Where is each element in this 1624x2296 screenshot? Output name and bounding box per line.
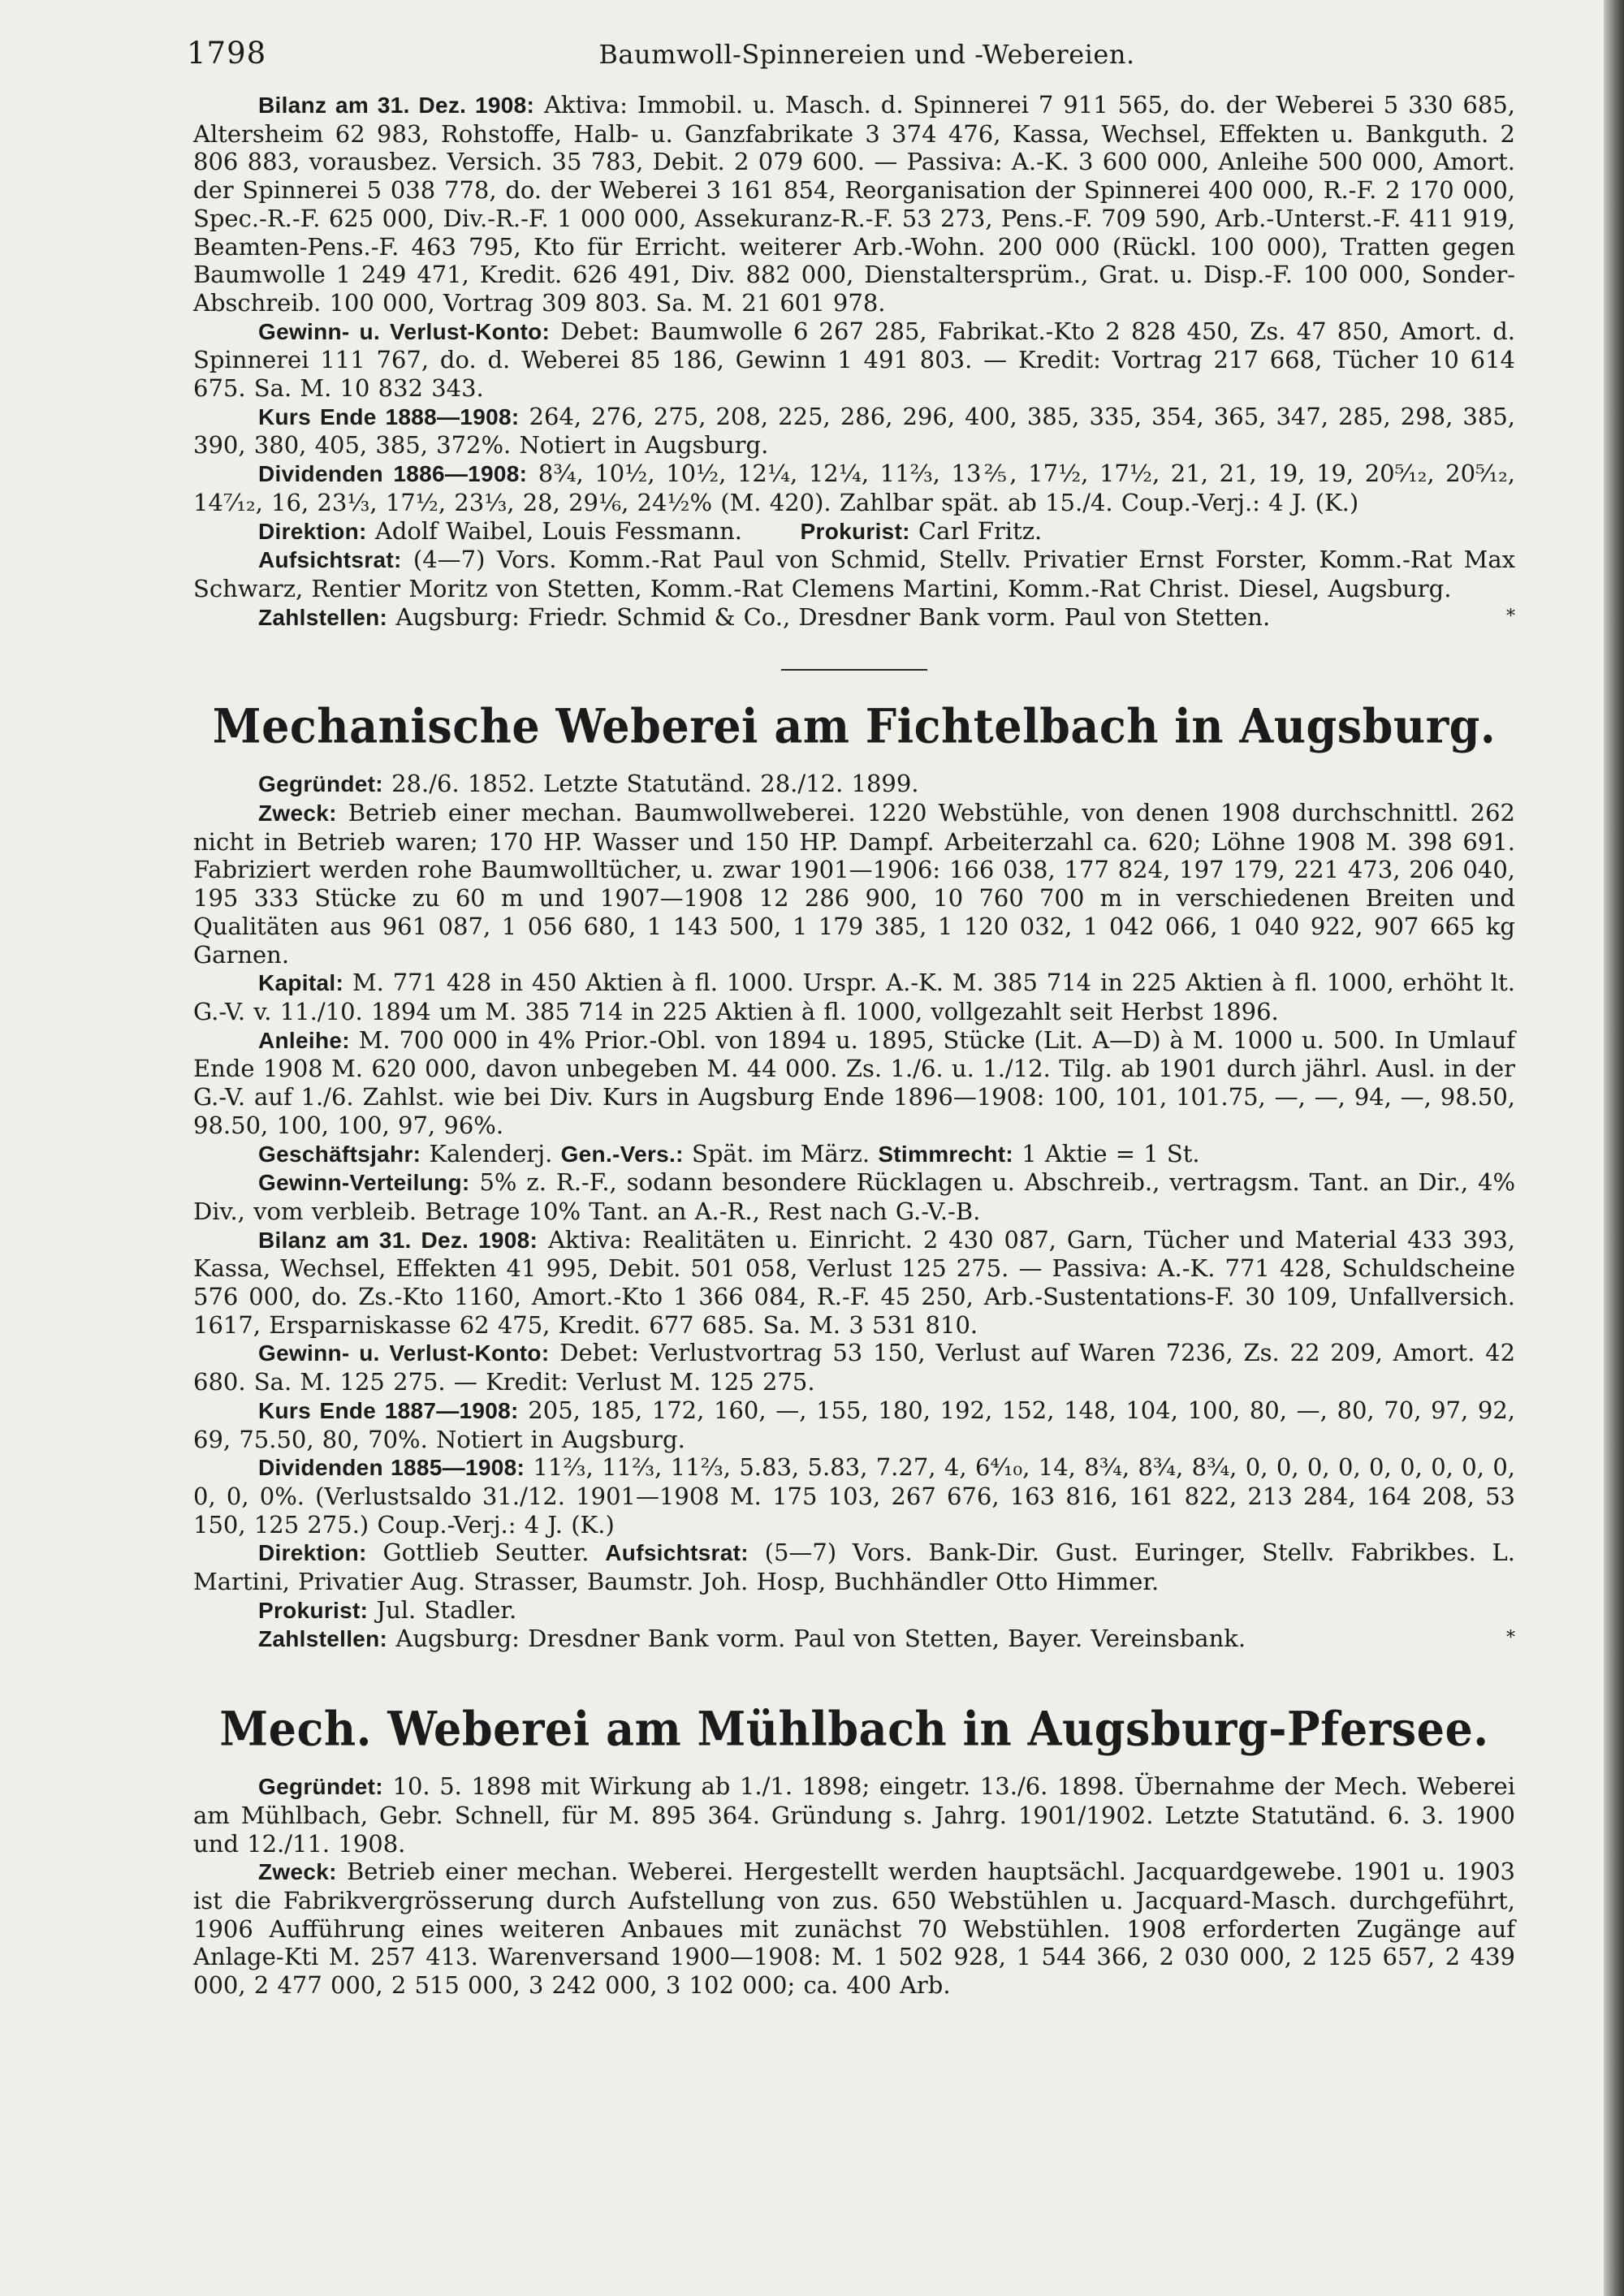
entry-star-marker: *	[1506, 1628, 1515, 1649]
fichtelbach-dividenden: Dividenden 1885—1908: 11⅔, 11⅔, 11⅔, 5.83, 5.83, 7.27, 4, 6⁴⁄₁₀, 14, 8¾, 8¾, 8¾, 0, 0, 0, 0, 0, 0, 0, 0, 0, 0, 0, 0%. (Verlustsaldo 31./12. 1901—1908 M. 175 103, 267 676, 163 816, 161 822, 213 284, 164 208, 53 150, 125 275.) Coup.-Verj.: 4 J. (K.)	[193, 1453, 1515, 1539]
fichtelbach-zahlstellen: Zahlstellen: Augsburg: Dresdner Bank vorm. Paul von Stetten, Bayer. Vereinsbank. *	[258, 1625, 1515, 1653]
entry-star-marker: *	[1506, 606, 1515, 627]
prev-aufsichtsrat: Aufsichtsrat: (4—7) Vors. Komm.-Rat Paul von Schmid, Stellv. Privatier Ernst Forster, Komm.-Rat Max Schwarz, Rentier Moritz von Stetten, Komm.-Rat Clemens Martini, Komm.-Rat Christ. Diesel, Augsburg.	[193, 546, 1515, 602]
prev-bilanz: Bilanz am 31. Dez. 1908: Aktiva: Immobil. u. Masch. d. Spinnerei 7 911 565, do. der Weberei 5 330 685, Altersheim 62 983, Rohstoffe, Halb- u. Ganzfabrikate 3 374 476, Kassa, Wechsel, Effekten u. Bankguth. 2 806 883, vorausbez. Versich. 35 783, Debit. 2 079 600. — Passiva: A.-K. 3 600 000, Anleihe 500 000, Amort. der Spinnerei 5 038 778, do. der Weberei 3 161 854, Reorganisation der Spinnerei 400 000, R.-F. 2 170 000, Spec.-R.-F. 625 000, Div.-R.-F. 1 000 000, Assekuranz-R.-F. 53 273, Pens.-F. 709 590, Arb.-Unterst.-F. 411 919, Beamten-Pens.-F. 463 795, Kto für Erricht. weiterer Arb.-Wohn. 200 000 (Rückl. 100 000), Tratten gegen Baumwolle 1 249 471, Kredit. 626 491, Div. 882 000, Dienstaltersprüm., Grat. u. Disp.-F. 100 000, Sonder-Abschreib. 100 000, Vortrag 309 803. Sa. M. 21 601 978.	[193, 91, 1515, 317]
running-title: Baumwoll-Spinnereien und -Webereien.	[598, 39, 1135, 70]
muehlbach-gegruendet: Gegründet: 10. 5. 1898 mit Wirkung ab 1./1. 1898; eingetr. 13./6. 1898. Übernahme der Mech. Weberei am Mühlbach, Gebr. Schnell, für M. 895 364. Gründung s. Jahrg. 1901/1902. Letzte Statutänd. 6. 3. 1900 und 12./11. 1908.	[193, 1772, 1515, 1858]
prev-gewinn-verlust: Gewinn- u. Verlust-Konto: Debet: Baumwolle 6 267 285, Fabrikat.-Kto 2 828 450, Zs. 47 850, Amort. d. Spinnerei 111 767, do. d. Weberei 85 186, Gewinn 1 491 803. — Kredit: Vortrag 217 668, Tücher 10 614 675. Sa. M. 10 832 343.	[193, 317, 1515, 403]
fichtelbach-geschaeftsjahr: Geschäftsjahr: Kalenderj. Gen.-Vers.: Spät. im März. Stimmrecht: 1 Aktie = 1 St.	[258, 1139, 1200, 1167]
fichtelbach-zweck: Zweck: Betrieb einer mechan. Baumwollweberei. 1220 Webstühle, von denen 1908 durchschnittl. 262 nicht in Betrieb waren; 170 HP. Wasser und 150 HP. Dampf. Arbeiterzahl ca. 620; Löhne 1908 M. 398 691. Fabriziert werden rohe Baumwolltücher, u. zwar 1901—1906: 166 038, 177 824, 197 179, 221 473, 206 040, 195 333 Stücke zu 60 m und 1907—1908 12 286 900, 10 760 700 m in verschiedenen Breiten und Qualitäten aus 961 087, 1 056 680, 1 143 500, 1 179 385, 1 120 032, 1 042 066, 1 040 922, 907 665 kg Garnen.	[193, 799, 1515, 969]
company-title-muehlbach: Mech. Weberei am Mühlbach in Augsburg-Pfersee.	[219, 1700, 1489, 1757]
fichtelbach-gegruendet: Gegründet: 28./6. 1852. Letzte Statutänd. 28./12. 1899.	[258, 770, 919, 798]
company-title-fichtelbach: Mechanische Weberei am Fichtelbach in Augsburg.	[212, 697, 1497, 754]
prev-direktion: Direktion: Adolf Waibel, Louis Fessmann. Prokurist: Carl Fritz.	[258, 516, 1043, 545]
section-divider	[781, 669, 927, 671]
muehlbach-zweck: Zweck: Betrieb einer mechan. Weberei. Hergestellt werden hauptsächl. Jacquardgewebe. 1901 u. 1903 ist die Fabrikvergrösserung durch Aufstellung von zus. 650 Webstühlen u. Jacquard-Masch. durchgeführt, 1906 Aufführung eines weiteren Anbaues mit zunächst 70 Webstühlen. 1908 erforderten Zugänge auf Anlage-Kti M. 257 413. Warenversand 1900—1908: M. 1 502 928, 1 544 366, 2 030 000, 2 125 657, 2 439 000, 2 477 000, 2 515 000, 3 242 000, 3 102 000; ca. 400 Arb.	[193, 1858, 1516, 2000]
fichtelbach-gewinn-verlust: Gewinn- u. Verlust-Konto: Debet: Verlustvortrag 53 150, Verlust auf Waren 7236, Zs. 22 209, Amort. 42 680. Sa. M. 125 275. — Kredit: Verlust M. 125 275.	[193, 1339, 1516, 1396]
fichtelbach-direktion-aufsichtsrat: Direktion: Gottlieb Seutter. Aufsichtsrat: (5—7) Vors. Bank-Dir. Gust. Euringer, Stellv. Fabrikbes. L. Martini, Privatier Aug. Strasser, Baumstr. Joh. Hosp, Buchhändler Otto Himmer.	[193, 1539, 1516, 1596]
fichtelbach-prokurist: Prokurist: Jul. Stadler.	[258, 1595, 517, 1624]
page-header	[187, 36, 1547, 76]
fichtelbach-kurs: Kurs Ende 1887—1908: 205, 185, 172, 160, —, 155, 180, 192, 152, 148, 104, 100, 80, —, 80, 70, 97, 92, 69, 75.50, 80, 70%. Notiert in Augsburg.	[193, 1396, 1515, 1453]
prev-zahlstellen: Zahlstellen: Augsburg: Friedr. Schmid & Co., Dresdner Bank vorm. Paul von Stetten. *	[258, 602, 1515, 631]
prev-dividenden: Dividenden 1886—1908: 8¾, 10½, 10½, 12¼, 12¼, 11⅔, 13⅖, 17½, 17½, 21, 21, 19, 19, 20⁵⁄₁₂, 20⁵⁄₁₂, 14⁷⁄₁₂, 16, 23⅓, 17½, 23⅓, 28, 29⅙, 24½% (M. 420). Zahlbar spät. ab 15./4. Coup.-Verj.: 4 J. (K.)	[193, 460, 1516, 516]
prev-kurs: Kurs Ende 1888—1908: 264, 276, 275, 208, 225, 286, 296, 400, 385, 335, 354, 365, 347, 285, 298, 385, 390, 380, 405, 385, 372%. Notiert in Augsburg.	[193, 402, 1515, 460]
fichtelbach-bilanz: Bilanz am 31. Dez. 1908: Aktiva: Realitäten u. Einricht. 2 430 087, Garn, Tücher und Material 433 393, Kassa, Wechsel, Effekten 41 995, Debit. 501 058, Verlust 125 275. — Passiva: A.-K. 771 428, Schuldscheine 576 000, do. Zs.-Kto 1160, Amort.-Kto 1 366 084, R.-F. 45 250, Arb.-Sustentations-F. 30 109, Unfallversich. 1617, Ersparniskasse 62 475, Kredit. 677 685. Sa. M. 3 531 810.	[193, 1225, 1516, 1339]
fichtelbach-kapital: Kapital: M. 771 428 in 450 Aktien à fl. 1000. Urspr. A.-K. M. 385 714 in 225 Aktien à fl. 1000, erhöht lt. G.-V. v. 11./10. 1894 um M. 385 714 in 225 Aktien à fl. 1000, vollgezahlt seit Herbst 1896.	[193, 969, 1515, 1025]
fichtelbach-anleihe: Anleihe: M. 700 000 in 4% Prior.-Obl. von 1894 u. 1895, Stücke (Lit. A—D) à M. 1000 u. 500. In Umlauf Ende 1908 M. 620 000, davon unbegeben M. 44 000. Zs. 1./6. u. 1./12. Tilg. ab 1901 durch jährl. Ausl. in der G.-V. auf 1./6. Zahlst. wie bei Div. Kurs in Augsburg Ende 1896—1908: 100, 101, 101.75, —, —, 94, —, 98.50, 98.50, 100, 100, 97, 96%.	[193, 1025, 1516, 1139]
page-number: 1798	[187, 36, 267, 71]
fichtelbach-gewinn-verteilung: Gewinn-Verteilung: 5% z. R.-F., sodann besondere Rücklagen u. Abschreib., vertragsm. Tant. an Dir., 4% Div., vom verbleib. Betrage 10% Tant. an A.-R., Rest nach G.-V.-B.	[193, 1168, 1516, 1225]
page-content	[193, 91, 1515, 2000]
page-edge-shadow	[1604, 0, 1624, 2296]
